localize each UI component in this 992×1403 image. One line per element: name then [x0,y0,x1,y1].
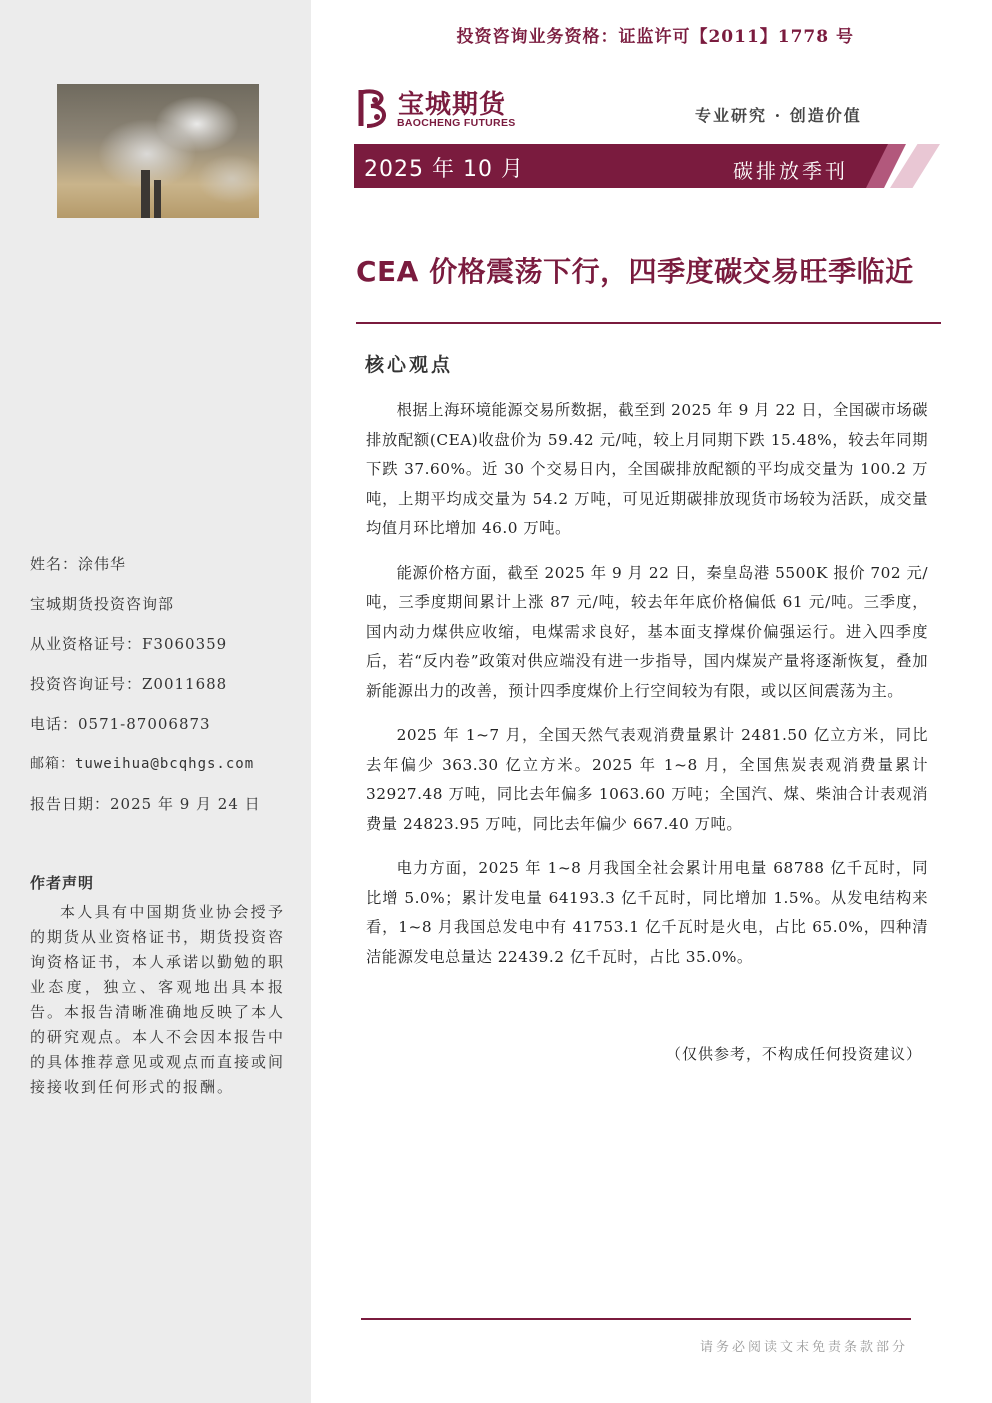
logo-chinese-name: 宝城期货 [398,90,507,120]
investment-disclaimer: （仅供参考，不构成任何投资建议） [665,1045,922,1063]
footer-divider [361,1318,911,1320]
logo-english-name: BAOCHENG FUTURES [397,117,516,129]
slogan: 专业研究 · 创造价值 [695,106,862,125]
report-title: CEA 价格震荡下行，四季度碳交易旺季临近 [356,255,914,288]
qualification-number: 从业资格证号：F3060359 [30,635,228,653]
footer-note: 请务必阅读文末免责条款部分 [699,1340,908,1355]
author-phone: 电话：0571-87006873 [30,715,211,733]
title-divider [356,322,941,324]
chimney-shape [141,170,150,218]
author-department: 宝城期货投资咨询部 [30,595,175,613]
section-title: 核心观点 [365,354,454,376]
author-email: 邮箱：tuweihua@bcqhgs.com [30,756,255,772]
author-statement-title: 作者声明 [30,874,95,892]
banner-date: 2025 年 10 月 [364,157,524,182]
chimney-shape [154,180,161,218]
body-paragraph: 2025 年 1~7 月，全国天然气表观消费量累计 2481.50 亿立方米，同比去年偏少 363.30 亿立方米。2025 年 1~8 月，全国焦炭表观消费量累计 32927.48 万吨，同比去年偏多 1063.60 万吨；全国汽、煤、柴油合计表观消费量 24823.95 万吨，同比去年偏少 667.40 万吨。 [366,726,928,833]
body-paragraph: 电力方面，2025 年 1~8 月我国全社会累计用电量 68788 亿千瓦时，同比增 5.0%；累计发电量 64193.3 亿千瓦时，同比增加 1.5%。从发电结构来看，1~8 月我国总发电中有 41753.1 亿千瓦时是火电，占比 65.0%，四种清洁能源发电总量达 22439.2 亿千瓦时，占比 35.0%。 [366,859,928,966]
baocheng-logo-icon [355,86,393,130]
qualification-header: 投资咨询业务资格：证监许可【2011】1778 号 [456,27,854,47]
cover-photo-smokestacks [57,84,259,218]
report-body [366,396,928,987]
author-info [30,552,300,832]
body-paragraph: 能源价格方面，截至 2025 年 9 月 22 日，秦皇岛港 5500K 报价 702 元/吨，三季度期间累计上涨 87 元/吨，较去年年底价格偏低 61 元/吨。三季度，国内动力煤供应收缩，电煤需求良好，基本面支撑煤价偏强运行。进入四季度后，若“反内卷”政策对供应端没有进一步指导，国内煤炭产量将逐渐恢复，叠加新能源出力的改善，预计四季度煤价上行空间较为有限，或以区间震荡为主。 [366,563,928,700]
report-date: 报告日期：2025 年 9 月 24 日 [30,795,261,813]
author-name: 姓名：涂伟华 [30,555,127,573]
author-statement-text: 本人具有中国期货业协会授予的期货从业资格证书，期货投资咨询资格证书，本人承诺以勤勉的职业态度，独立、客观地出具本报告。本报告清晰准确地反映了本人的研究观点。本人不会因本报告中的具体推荐意见或观点而直接或间接接收到任何形式的报酬。 [30,903,286,1096]
banner-report-type: 碳排放季刊 [733,159,848,183]
body-paragraph: 根据上海环境能源交易所数据，截至到 2025 年 9 月 22 日，全国碳市场碳排放配额(CEA)收盘价为 59.42 元/吨，较上月同期下跌 15.48%，较去年同期下跌 37.60%。近 30 个交易日内，全国碳排放配额的平均成交量为 100.2 万吨，上期平均成交量为 54.2 万吨，可见近期碳排放现货市场较为活跃，成交量均值月环比增加 46.0 万吨。 [366,401,928,537]
sidebar [0,0,311,1403]
consult-number: 投资咨询证号：Z0011688 [30,675,228,693]
